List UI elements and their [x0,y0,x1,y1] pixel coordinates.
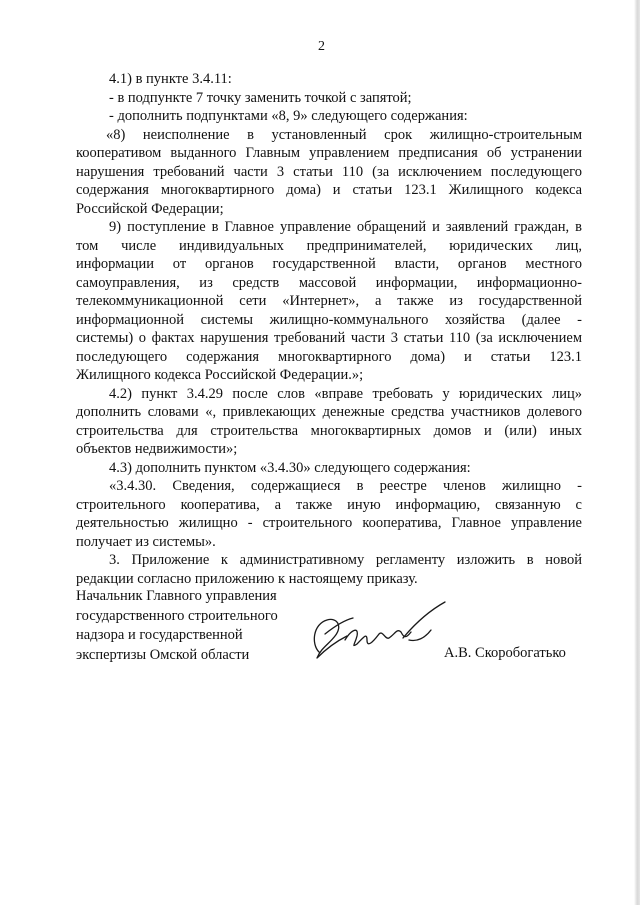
text-line: редакции согласно приложению к настоящему приказу. [76,571,418,587]
position-line: государственного строительного [76,607,278,624]
text-line: 4.2) пункт 3.4.29 после слов «вправе требовать у юридических лиц» [109,386,582,402]
position-line: надзора и государственной [76,627,243,643]
text-line: 3. Приложение к административному регламенту изложить в новой [109,552,582,568]
text-line: 4.1) в пункте 3.4.11: [109,71,232,87]
text-line: Жилищного кодекса Российской Федерации.»; [76,367,364,383]
text-line: - в подпункте 7 точку заменить точкой с запятой; [109,90,412,106]
text-line: телекоммуникационной сети «Интернет», а также из государственной [76,293,582,309]
signer-position [76,587,278,665]
text-line: «3.4.30. Сведения, содержащиеся в реестре членов жилищно - [109,478,582,494]
text-line: дополнить словами «, привлекающих денежные средства участников долевого [76,404,582,420]
handwritten-signature [305,596,453,666]
text-line: «8) неисполнение в установленный срок жилищно-строительным [106,127,582,143]
text-line: получает из системы». [76,534,216,550]
text-line: нарушения требований части 3 статьи 110 (за исключением последующего [76,164,582,180]
text-line: том числе индивидуальных предпринимателей, юридических лиц, [76,238,582,254]
text-line: строительства для строительства многоквартирных домов и (или) иных [76,423,582,439]
text-line: объектов недвижимости»; [76,441,238,457]
page-number: 2 [318,39,325,54]
text-line: деятельностью жилищно - строительного кооператива, Главное управление [76,515,582,531]
text-line: 4.3) дополнить пунктом «3.4.30» следующего содержания: [109,460,471,476]
text-line: информации от органов государственной власти, органов местного [76,256,582,272]
text-line: строительного кооператива, а также иную информацию, связанную с [76,497,582,513]
text-line: информационной системы жилищно-коммунального хозяйства (далее - [76,312,582,328]
position-line: Начальник Главного управления [76,588,277,604]
text-line: кооперативом выданного Главным управлением предписания об устранении [76,145,582,161]
text-line: самоуправления, из средств массовой информации, информационно- [76,275,582,291]
text-line: Российской Федерации; [76,201,224,217]
text-line: системы) о фактах нарушения требований части 3 статьи 110 (за исключением [76,330,582,346]
text-line: последующего содержания многоквартирного дома) и статьи 123.1 [76,349,582,365]
text-line: 9) поступление в Главное управление обращений и заявлений граждан, в [109,219,582,235]
text-line: - дополнить подпунктами «8, 9» следующего содержания: [109,108,468,124]
text-line: содержания многоквартирного дома) и статьи 123.1 Жилищного кодекса [76,182,582,198]
position-line: экспертизы Омской области [76,646,250,663]
signer-name: А.В. Скоробогатько [444,645,566,661]
